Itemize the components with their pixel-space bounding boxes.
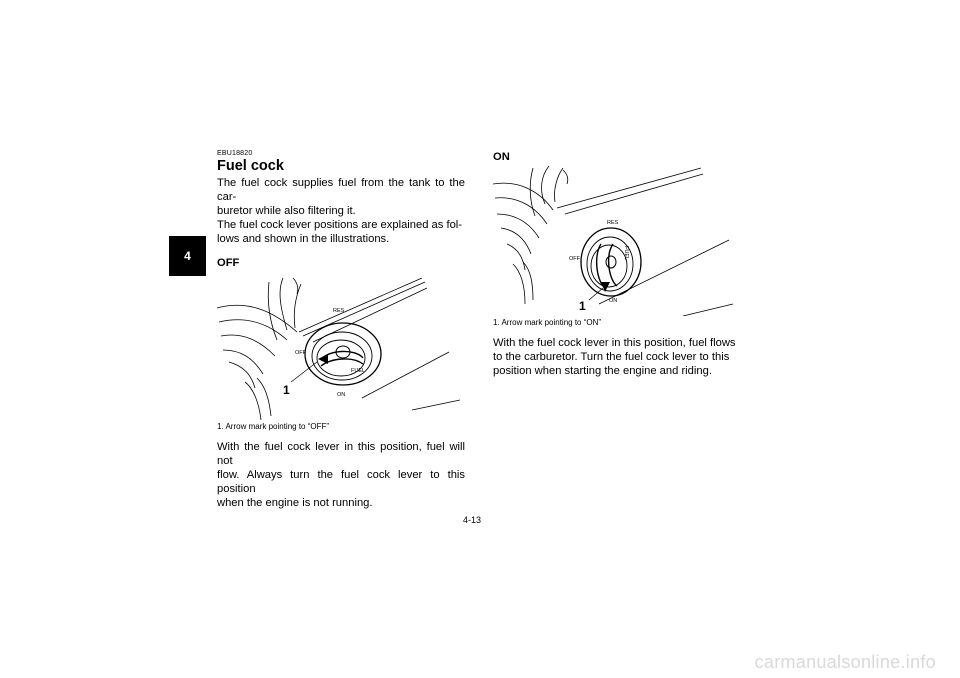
fuel-cock-dial <box>305 323 381 385</box>
on-description <box>493 336 741 378</box>
callout-leader-line <box>291 362 317 382</box>
intro-paragraph <box>217 176 465 246</box>
page-number: 4-13 <box>463 515 482 525</box>
off-caption: 1. Arrow mark pointing to “OFF” <box>217 422 330 431</box>
intro-line: The fuel cock lever positions are explained as fol- <box>217 219 463 231</box>
left-column <box>217 150 465 510</box>
callout-number: 1 <box>283 383 290 397</box>
description-line: With the fuel cock lever in this position, fuel flows <box>493 337 736 349</box>
description-line: to the carburetor. Turn the fuel cock lever to this <box>493 351 730 363</box>
fuel-cock-off-illustration <box>217 270 465 420</box>
callout-number: 1 <box>579 299 586 313</box>
description-line: With the fuel cock lever in this position, fuel will not <box>217 441 465 467</box>
section-code: EBU18820 <box>217 150 253 157</box>
description-line: when the engine is not running. <box>217 497 373 509</box>
intro-line: lows and shown in the illustrations. <box>217 233 390 245</box>
dial-label-on: ON <box>337 392 346 398</box>
fabric-fold-shape <box>217 278 301 420</box>
dial-label-off: OFF <box>295 350 306 356</box>
fuel-cock-on-illustration <box>493 164 741 316</box>
intro-line: buretor while also filtering it. <box>217 205 356 217</box>
right-column <box>493 150 741 378</box>
description-line: flow. Always turn the fuel cock lever to this position <box>217 469 465 495</box>
intro-line: The fuel cock supplies fuel from the tank to the car- <box>217 177 465 203</box>
on-subheading: ON <box>493 151 510 163</box>
description-line: position when starting the engine and riding. <box>493 365 712 377</box>
dial-label-res: RES <box>333 308 345 314</box>
off-subheading: OFF <box>217 257 240 269</box>
dial-label-off: OFF <box>569 256 580 262</box>
dial-label-fuel: FUEL <box>623 246 629 261</box>
off-arrow-mark <box>318 354 328 364</box>
off-description <box>217 440 465 510</box>
section-title: Fuel cock <box>217 158 284 174</box>
chapter-tab: 4 <box>169 236 206 276</box>
dial-label-fuel: FUEL <box>351 368 366 374</box>
dial-label-on: ON <box>609 298 618 304</box>
dial-label-res: RES <box>607 220 619 226</box>
fabric-fold-shape <box>493 166 568 304</box>
fuel-cock-dial <box>581 228 641 296</box>
on-caption: 1. Arrow mark pointing to “ON” <box>493 318 602 327</box>
watermark-text: carmanualsonline.info <box>754 652 936 672</box>
